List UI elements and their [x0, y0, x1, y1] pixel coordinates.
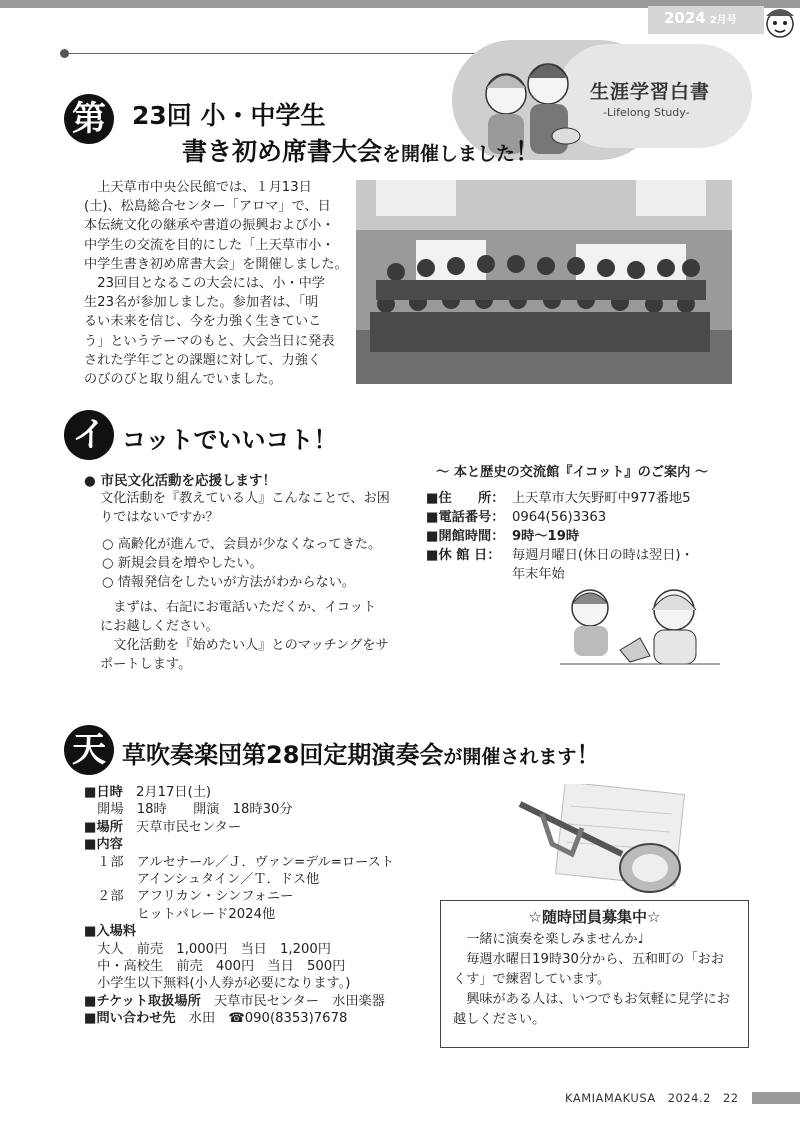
recruit-text: 一緒に演奏を楽しみませんか♩ 毎週水曜日19時30分から、五和町の「おお くす」で練習しています。 興味がある人は、いつでもお気軽に見学にお 越しください。 [453, 932, 730, 1027]
footer-text: KAMIAMAKUSA 2024.2 22 [565, 1091, 739, 1105]
article3-title: 草吹奏楽団第28回定期演奏会が開催されます！ [122, 741, 601, 769]
footer-bar [752, 1092, 800, 1104]
info-list: ■住 所： 上天草市大矢野町中977番地5 ■電話番号： 0964(56)3363 ■開館時間： 9時～19時 ■休 館 日： 毎週月曜日(休日の時は翌日)・ 年末年始 [426, 491, 694, 582]
group-photo [356, 180, 732, 384]
bullet-dot-icon: ● [84, 473, 96, 489]
mascot-icon [760, 2, 800, 44]
amakusa-badge: 天 [64, 725, 114, 775]
article2-bullet-heading: ● 市民文化活動を応援します！ [84, 473, 276, 489]
article2-intro: 文化活動を『教えている人』こんなことで、お困 りではないですか？ [100, 491, 390, 525]
origami-illustration [560, 580, 720, 670]
recruit-title: ☆随時団員募集中☆ [528, 908, 661, 926]
article2-closing: まずは、右記にお電話いただくか、イコット にお越しください。 文化活動を『始めたい人』とのマッチングをサ ポートします。 [100, 600, 389, 672]
article1-title-line2: 書き初め席書大会を開催しました！ [182, 137, 541, 166]
corner-subtitle: -Lifelong Study- [603, 106, 690, 119]
info-title: ～ 本と歴史の交流館『イコット』のご案内 ～ [436, 465, 709, 480]
headline-badge: 第 [64, 94, 114, 144]
ikotto-badge: イ [64, 410, 114, 460]
article2-title: コットでいいコト！ [122, 426, 338, 454]
trumpet-illustration [512, 784, 698, 896]
article1-title-line1: 23回 小・中学生 [132, 101, 326, 130]
article2-items: ○ 高齢化が進んで、会員が少なくなってきた。 ○ 新規会員を増やしたい。 ○ 情報発信をしたいが方法がわからない。 [102, 537, 382, 590]
corner-title: 生涯学習白書 [590, 81, 711, 103]
article1-body: 上天草市中央公民館では、１月13日 (土)、松島総合センター「アロマ」で、日 本伝統文化の継承や書道の振興および小・ 中学生の交流を目的にした「上天草市小・ 中学生書き初め席書大会」を開催しました。 23回目となるこの大会には、小・中学 生23名が参加しました。参加者は、「明 るい未来を信じ、今を力強く生きていこ う」というテーマのもと、大会当日に発表 された学年ごとの課題に対して、力強く のびのびと取り組んでいました。 [84, 180, 348, 388]
section-rule [62, 53, 532, 54]
issue-label: 2024 2月号 [664, 9, 737, 27]
concert-details: ■日時 2月17日(土) 開場 18時 開演 18時30分 ■場所 天草市民センター ■内容 １部 アルセナール／Ｊ．ヴァン=デル=ロースト アインシュタイン／Ｔ．ドス他 ２部 アフリカン・シンフォニー ヒットパレード2024他 ■入場料 大人 前売 1,000円 当日 1,200円 中・高校生 前売 400円 当日 500円 小学生以下無料(小人券が必要になります。) ■チケット取扱場所 天草市民センター 水田楽器 ■問い合わせ先 水田 ☎090(8353)7678 [84, 785, 394, 1027]
rule-dot-left [60, 49, 69, 58]
